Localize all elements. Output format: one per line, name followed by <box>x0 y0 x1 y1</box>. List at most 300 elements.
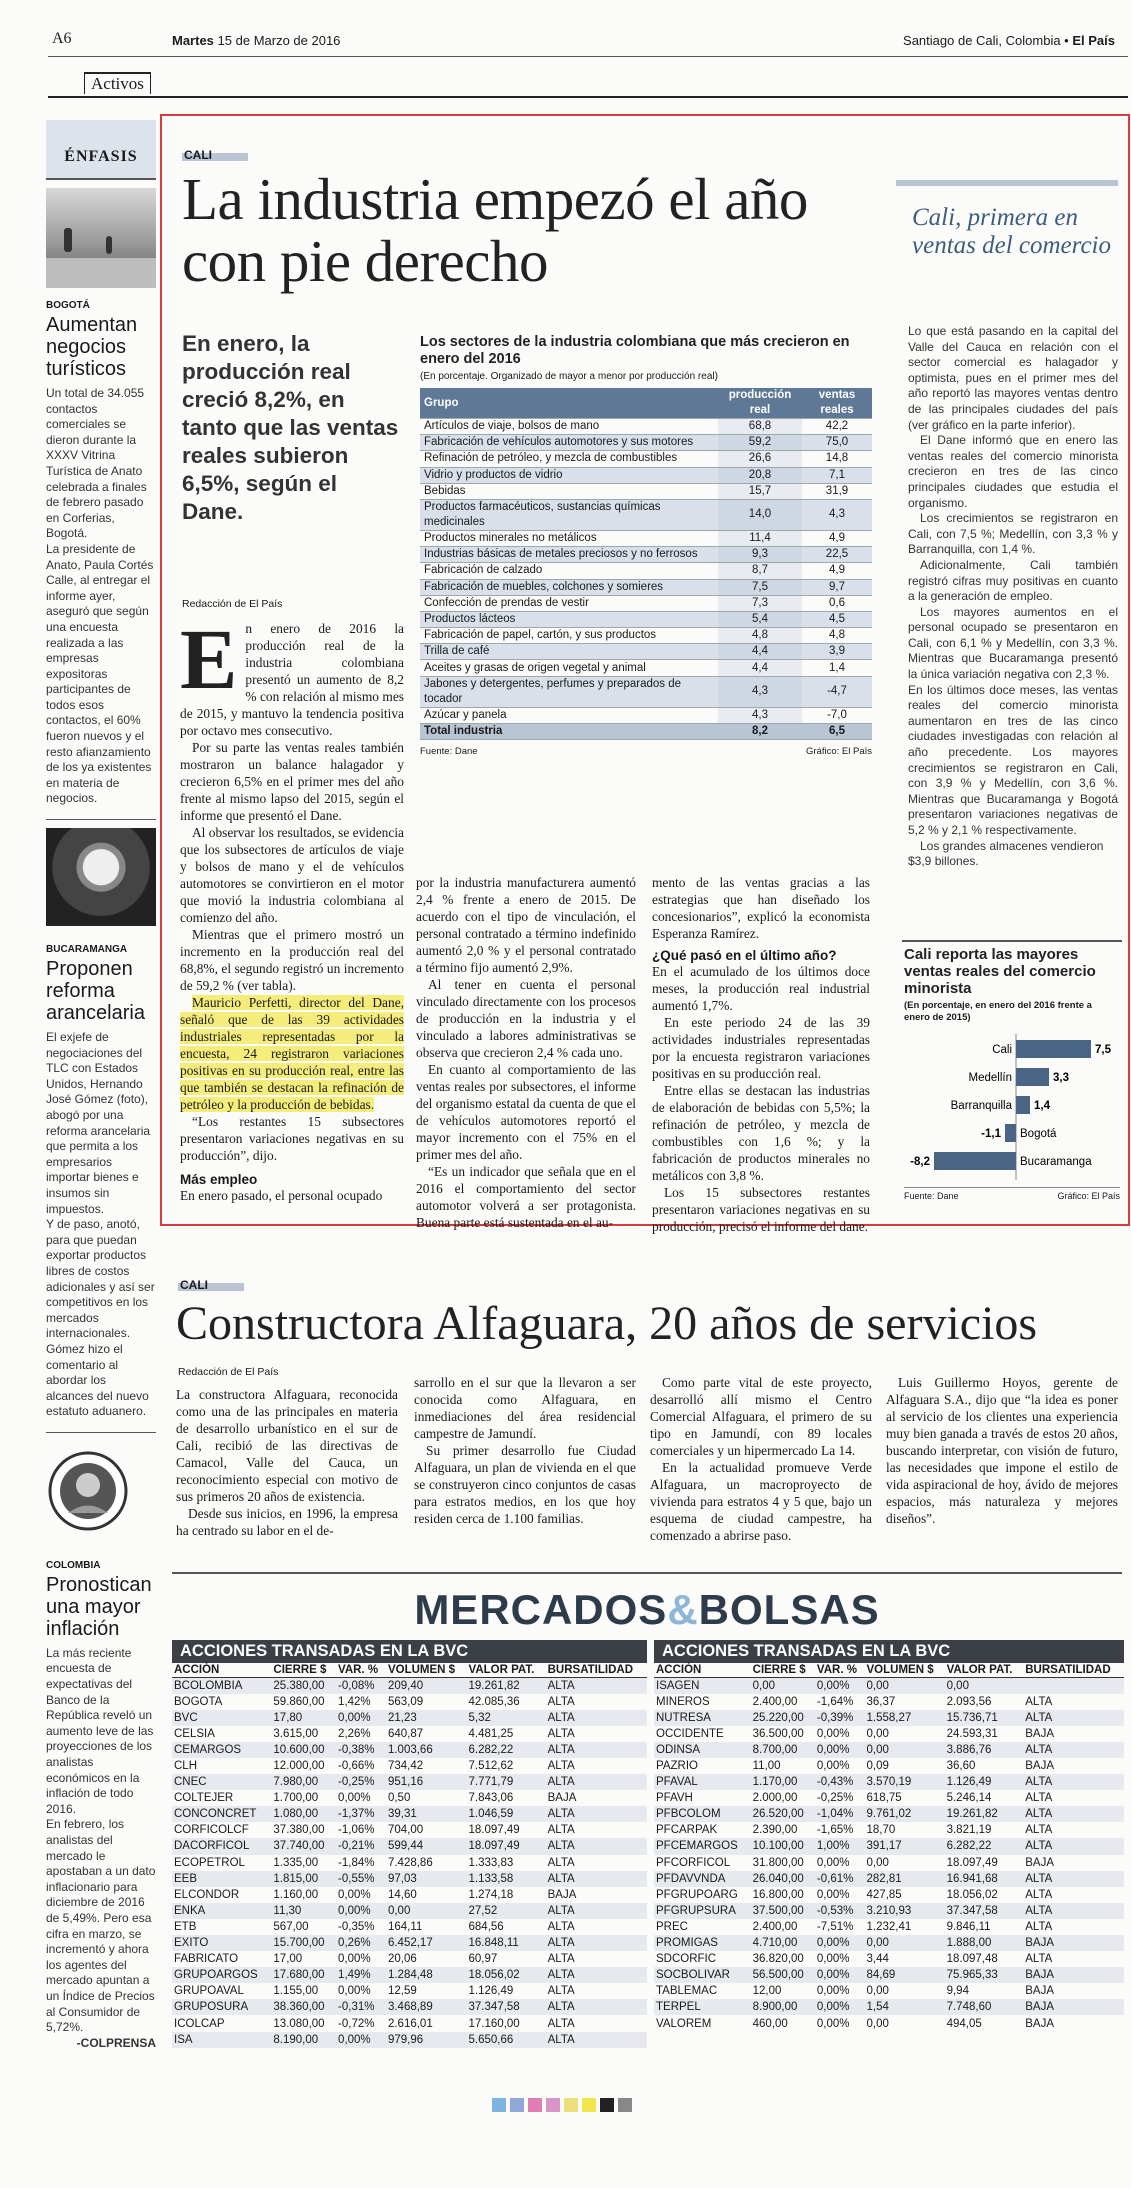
sidebar-title: ÉNFASIS <box>46 120 156 178</box>
story-paragraph: En cuanto al comportamiento de las ventas reales por subsectores, el informe del organismo estatal da cuenta de que el de vehículos automotores reportó el mayor incremento con el 75% en el primer mes del año. <box>416 1062 636 1162</box>
chart-value-label: 1,4 <box>1034 1100 1050 1112</box>
sector-name: Fabricación de muebles, colchones y somieres <box>420 579 718 595</box>
story-paragraph: Entre ellas se destacan las industrias de elaboración de bebidas con 5,5%; la refinación de petróleo, y mezcla de combustibles con 1,6 %; y la fabricación de productos minerales no metálicos con 3,8 %. <box>652 1083 870 1183</box>
markets-column-header: BURSATILIDAD <box>1023 1663 1124 1678</box>
story-byline: Redacción de El País <box>182 598 283 610</box>
volume: 282,81 <box>865 1871 945 1887</box>
stock-row <box>654 1678 1124 1694</box>
industry-table <box>420 388 872 740</box>
liquidity: BAJA <box>1025 1760 1054 1773</box>
equity-value: 494,05 <box>946 2017 982 2030</box>
change-pct: -0,72% <box>338 2017 375 2030</box>
second-paragraph: La constructora Alfaguara, reconocida como una de las principales en materia de desarrollo urbanístico en el sur de Cali, recibió de las directivas de Camacol, Valle del Cauca, un reconocimiento especial con motivo de sus primeros 20 años de existencia. <box>176 1387 398 1504</box>
close-price: 17,00 <box>273 1953 303 1966</box>
liquidity: ALTA <box>1023 1806 1124 1822</box>
close-price: 56.500,00 <box>751 1967 815 1983</box>
volume: 618,75 <box>866 1792 902 1805</box>
close-price: 1.335,00 <box>273 1856 319 1869</box>
close-price: 15.700,00 <box>271 1935 336 1951</box>
close-price: 31.800,00 <box>752 1856 804 1869</box>
stock-row <box>172 1678 647 1694</box>
change-pct: 0,00% <box>336 2032 386 2048</box>
stock-row <box>654 1951 1124 1967</box>
chart-category-label: Barranquilla <box>950 1100 1012 1112</box>
story-paragraph: mento de las ventas gracias a las estrategias que han diseñado los concesionarios”, explicó la economista Esperanza Ramírez. <box>652 875 870 941</box>
sales-value: 4,8 <box>802 628 872 644</box>
second-col-1 <box>176 1386 398 1539</box>
chart-category-label: Medellín <box>968 1072 1012 1084</box>
change-pct: 0,00% <box>815 1999 865 2015</box>
stock-row <box>654 1838 1124 1854</box>
chart-bar <box>1016 1040 1091 1058</box>
production-value: 7,3 <box>718 595 802 611</box>
stock-row <box>654 1999 1124 2015</box>
sidebar-enfasis <box>46 120 156 2051</box>
table-row <box>420 563 872 579</box>
sidebar-tag-bogota: BOGOTÁ <box>46 300 90 311</box>
sector-name: Productos lácteos <box>420 611 718 627</box>
volume: 1.232,41 <box>866 1920 912 1933</box>
change-pct: -1,64% <box>816 1695 854 1708</box>
liquidity: ALTA <box>1025 1953 1053 1966</box>
stock-row <box>172 1742 647 1758</box>
liquidity: ALTA <box>546 1742 647 1758</box>
stock-symbol: CLH <box>174 1760 198 1773</box>
markets-column-header: VAR. % <box>336 1663 386 1678</box>
change-pct: -0,25% <box>816 1792 854 1805</box>
volume: 599,44 <box>386 1838 467 1854</box>
sector-name: Confección de prendas de vestir <box>420 595 718 611</box>
liquidity: BAJA <box>1023 1935 1124 1951</box>
equity-value: 7.771,79 <box>467 1774 546 1790</box>
liquidity: BAJA <box>1023 1967 1124 1983</box>
table-header: producción real <box>718 388 802 419</box>
story-subhead: Más empleo <box>180 1172 258 1187</box>
sector-name: Azúcar y panela <box>420 707 718 723</box>
table-row <box>420 723 872 739</box>
equity-value: 1.888,00 <box>945 1935 1024 1951</box>
liquidity: ALTA <box>1025 1920 1053 1933</box>
equity-value: 19.261,82 <box>467 1678 546 1694</box>
chart-subtitle: (En porcentaje, en enero del 2016 frente a enero de 2015) <box>904 1000 1092 1023</box>
volume: 2.616,01 <box>387 2017 433 2030</box>
sidebar-credit: -COLPRENSA <box>76 2035 156 2050</box>
right-article <box>908 324 1118 870</box>
close-price: 4.710,00 <box>751 1935 815 1951</box>
markets-table-left <box>172 1663 647 2048</box>
stock-row <box>172 1822 647 1838</box>
change-pct: -0,38% <box>336 1742 386 1758</box>
liquidity: ALTA <box>546 2032 647 2048</box>
table-row <box>420 628 872 644</box>
stock-row <box>654 1774 1124 1790</box>
equity-value: 2.093,56 <box>946 1695 992 1708</box>
volume: 12,59 <box>387 1985 417 1998</box>
stock-row <box>654 1935 1124 1951</box>
volume: 3.468,89 <box>386 1999 467 2015</box>
chart-category-label: Bogotá <box>1020 1128 1057 1140</box>
change-pct: 0,00% <box>816 1953 850 1966</box>
stock-row <box>654 1903 1124 1919</box>
change-pct: 0,00% <box>816 1856 850 1869</box>
volume: 0,00 <box>865 1742 945 1758</box>
table-row <box>420 644 872 660</box>
liquidity: ALTA <box>1025 1888 1053 1901</box>
stock-symbol: PREC <box>656 1920 688 1933</box>
production-value: 4,4 <box>718 644 802 660</box>
sidebar-text-inflacion: La más reciente encuesta de expectativas del Banco de la República reveló un aumento leve de las proyecciones de los analistas económicos en la inflación de todo 2016. En febrero, los analistas del mercado le apostaban a un dato inflacionario para diciembre de 2016 de 5,49%. Pero esa cifra en marzo, se incrementó y ahora los agentes del mercado apuntan a un Índice de Precios al Consumidor de 5,72%. <box>46 1645 156 2035</box>
liquidity: ALTA <box>547 1985 575 1998</box>
banco-republica-seal <box>46 1443 156 1543</box>
volume: 1,54 <box>865 1999 945 2015</box>
change-pct: -1,04% <box>815 1806 865 1822</box>
stock-symbol: ISAGEN <box>654 1678 751 1694</box>
sales-value: 4,3 <box>802 499 872 530</box>
volume: 164,11 <box>387 1920 423 1933</box>
volume: 0,00 <box>866 1727 889 1740</box>
volume: 97,03 <box>386 1871 467 1887</box>
markets-column-header: VOLUMEN $ <box>386 1663 467 1678</box>
close-price: 1.815,00 <box>271 1871 336 1887</box>
liquidity: ALTA <box>547 1760 575 1773</box>
volume: 1.558,27 <box>865 1710 945 1726</box>
change-pct: 0,26% <box>336 1935 386 1951</box>
change-pct: 0,00% <box>815 1742 865 1758</box>
sidebar-tag-bucaramanga: BUCARAMANGA <box>46 944 128 956</box>
equity-value: 37.347,58 <box>467 1999 546 2015</box>
stock-row <box>654 1758 1124 1774</box>
close-price: 2.400,00 <box>752 1920 798 1933</box>
sector-name: Fabricación de vehículos automotores y sus motores <box>420 435 718 451</box>
equity-value: 3.886,76 <box>945 1742 1024 1758</box>
stock-symbol: GRUPOARGOS <box>172 1967 271 1983</box>
change-pct: -0,53% <box>815 1903 865 1919</box>
change-pct: -0,66% <box>338 1760 375 1773</box>
table-row <box>420 595 872 611</box>
change-pct: 0,00% <box>816 1888 850 1901</box>
close-price: 11,00 <box>752 1760 781 1773</box>
production-value: 4,3 <box>718 676 802 707</box>
sector-name: Productos minerales no metálicos <box>420 530 718 546</box>
stock-symbol: FABRICATO <box>174 1953 239 1966</box>
table-row <box>420 579 872 595</box>
close-price: 36.500,00 <box>752 1727 804 1740</box>
right-paragraph: Adicionalmente, Cali también registró cifras muy positivas en cuanto a la generación de empleo. <box>908 557 1118 604</box>
close-price: 2.000,00 <box>752 1792 798 1805</box>
stock-row <box>654 2015 1124 2031</box>
chart-source: Fuente: Dane <box>904 1191 959 1201</box>
stock-row <box>654 1887 1124 1903</box>
stock-symbol: SDCORFIC <box>656 1953 717 1966</box>
story-column-1 <box>180 611 404 1204</box>
stock-row <box>172 1726 647 1742</box>
chart-category-label: Bucaramanga <box>1020 1156 1092 1168</box>
second-col-3 <box>650 1374 872 1544</box>
sales-value: 31,9 <box>802 483 872 499</box>
close-price: 59.860,00 <box>273 1695 325 1708</box>
stock-symbol: PFCARPAK <box>656 1824 718 1837</box>
sidebar-headline-inflacion: Pronostican una mayor inflación <box>46 1573 152 1640</box>
liquidity: ALTA <box>546 1903 647 1919</box>
volume: 0,00 <box>386 1903 467 1919</box>
stock-symbol: SOCBOLIVAR <box>654 1967 751 1983</box>
stock-symbol: PFCORFICOL <box>656 1856 731 1869</box>
change-pct: -0,43% <box>815 1774 865 1790</box>
sales-value: 14,8 <box>802 451 872 467</box>
chart-category-label: Cali <box>992 1044 1012 1056</box>
stock-symbol: CELSIA <box>174 1727 215 1740</box>
masthead-location: Santiago de Cali, Colombia • El País <box>903 33 1115 48</box>
volume: 563,09 <box>387 1695 424 1708</box>
second-paragraph: sarrollo en el sur que la llevaron a ser conocida como Alfaguara, en inmediaciones del área residencial campestre de Jamundí. <box>414 1375 636 1441</box>
close-price: 37.380,00 <box>273 1824 325 1837</box>
equity-value: 27,52 <box>467 1903 546 1919</box>
equity-value: 15.736,71 <box>945 1710 1024 1726</box>
industry-table-box <box>420 334 872 757</box>
equity-value: 18.056,02 <box>946 1888 998 1901</box>
sector-name: Aceites y grasas de origen vegetal y animal <box>420 660 718 676</box>
volume: 1.003,66 <box>386 1742 467 1758</box>
stock-row <box>172 1790 647 1806</box>
right-rule <box>896 180 1118 186</box>
change-pct: 0,00% <box>336 1903 386 1919</box>
liquidity: ALTA <box>547 1856 575 1869</box>
second-tag: CALI <box>178 1276 244 1294</box>
sector-name: Artículos de viaje, bolsos de mano <box>420 419 718 435</box>
equity-value: 1.333,83 <box>468 1856 514 1869</box>
close-price: 25.220,00 <box>751 1710 815 1726</box>
stock-symbol: CORFICOLCF <box>174 1824 249 1837</box>
stock-symbol: ELCONDOR <box>174 1888 240 1901</box>
sales-value: 4,5 <box>802 611 872 627</box>
equity-value: 5.650,66 <box>467 2032 546 2048</box>
markets-column-header: VOLUMEN $ <box>865 1663 945 1678</box>
close-price: 1.080,00 <box>271 1806 336 1822</box>
chart-title: Cali reporta las mayores ventas reales del comercio minorista <box>904 946 1096 997</box>
table-row <box>420 483 872 499</box>
portrait-photo <box>46 828 156 926</box>
close-price: 37.500,00 <box>751 1903 815 1919</box>
close-price: 25.380,00 <box>271 1678 336 1694</box>
change-pct: -0,25% <box>336 1774 386 1790</box>
stock-symbol: ECOPETROL <box>174 1856 245 1869</box>
sidebar-tag-colombia: COLOMBIA <box>46 1559 101 1571</box>
equity-value: 9.846,11 <box>946 1920 991 1933</box>
equity-value: 1.126,49 <box>945 1774 1024 1790</box>
chart-value-label: 3,3 <box>1053 1072 1069 1084</box>
production-value: 8,7 <box>718 563 802 579</box>
close-price: 1.155,00 <box>273 1985 319 1998</box>
close-price: 8.900,00 <box>751 1999 815 2015</box>
chart-footer <box>904 1187 1120 1201</box>
section-label: Activos <box>84 72 151 94</box>
close-price: 460,00 <box>752 2017 788 2030</box>
story-paragraph: Al tener en cuenta el personal vinculado directamente con los procesos de producción en la industria y el vinculado a labores administrativas se observa que crecieron 2,4 % cada uno. <box>416 977 636 1060</box>
sales-value: 4,9 <box>802 563 872 579</box>
sector-name: Industrias básicas de metales preciosos y no ferrosos <box>420 547 718 563</box>
story-paragraph: En el acumulado de los últimos doce meses, la producción real industrial aumentó 1,7%. <box>652 964 870 1013</box>
change-pct: 0,00% <box>816 2017 850 2030</box>
stock-row <box>172 1774 647 1790</box>
production-value: 4,3 <box>718 707 802 723</box>
sector-name: Refinación de petróleo, y mezcla de combustibles <box>420 451 718 467</box>
table-row <box>420 467 872 483</box>
stock-symbol: GRUPOSURA <box>172 1999 271 2015</box>
right-paragraph: El Dane informó que en enero las ventas reales del comercio minorista crecieron en tres de las cinco principales ciudades que estudia el organismo. <box>908 433 1118 510</box>
change-pct: 0,00% <box>816 1727 850 1740</box>
volume: 7.428,86 <box>387 1856 433 1869</box>
equity-value: 19.261,82 <box>945 1806 1024 1822</box>
stock-row <box>172 1967 647 1983</box>
liquidity: ALTA <box>547 2017 575 2030</box>
liquidity: ALTA <box>1023 1710 1124 1726</box>
stock-row <box>172 1806 647 1822</box>
production-value: 8,2 <box>718 723 802 739</box>
table-row <box>420 676 872 707</box>
stock-row <box>654 1871 1124 1887</box>
liquidity: ALTA <box>1023 1838 1124 1854</box>
volume: 3.210,93 <box>865 1903 945 1919</box>
liquidity: ALTA <box>547 1953 575 1966</box>
chart-value-label: -1,1 <box>981 1128 1001 1140</box>
volume: 20,06 <box>387 1953 417 1966</box>
table-row <box>420 660 872 676</box>
second-byline: Redacción de El País <box>178 1366 279 1378</box>
volume: 427,85 <box>866 1888 902 1901</box>
close-price: 12,00 <box>752 1985 782 1998</box>
stock-row <box>654 1726 1124 1742</box>
sales-value: 75,0 <box>802 435 872 451</box>
table-row <box>420 499 872 530</box>
stock-row <box>654 1694 1124 1710</box>
stock-row <box>654 1742 1124 1758</box>
volume: 640,87 <box>387 1727 424 1740</box>
liquidity: ALTA <box>546 1838 647 1854</box>
story-paragraph: Mientras que el primero mostró un incremento en la producción real del 68,8%, el segundo registró un incremento de 59,2 % (ver tabla). <box>180 927 404 993</box>
chart-bar <box>1016 1068 1049 1086</box>
second-paragraph: Luis Guillermo Hoyos, gerente de Alfaguara S.A., dijo que “la idea es poner al servicio de los clientes una experiencia muy bien ganada a través de estos 20 años, buscando interpretar, con visión de futuro, las necesidades que impone el estilo de vida aspiracional de hoy, ávido de mejores espacios, más naturaleza y mejores diseños”. <box>886 1375 1118 1526</box>
change-pct: 0,00% <box>815 1678 865 1694</box>
equity-value: 4.481,25 <box>468 1727 514 1740</box>
stock-symbol: PFGRUPOARG <box>656 1888 738 1901</box>
stock-symbol: PFAVAL <box>654 1774 751 1790</box>
stock-row <box>654 1983 1124 1999</box>
sector-name: Total industria <box>420 723 718 739</box>
change-pct: 0,00% <box>336 1710 386 1726</box>
change-pct: 2,26% <box>338 1727 371 1740</box>
chart-value-label: 7,5 <box>1095 1044 1111 1056</box>
sales-value: 9,7 <box>802 579 872 595</box>
story-paragraph: En este periodo 24 de las 39 actividades industriales representadas por la encuesta registraron variaciones positivas en su producción real. <box>652 1015 870 1081</box>
production-value: 26,6 <box>718 451 802 467</box>
volume: 209,40 <box>386 1678 467 1694</box>
markets-panel-title: ACCIONES TRANSADAS EN LA BVC <box>172 1640 647 1663</box>
close-price: 38.360,00 <box>271 1999 336 2015</box>
stock-row <box>172 1694 647 1710</box>
close-price: 1.700,00 <box>273 1792 319 1805</box>
equity-value: 1.126,49 <box>468 1985 514 1998</box>
markets-panel-title: ACCIONES TRANSADAS EN LA BVC <box>654 1640 1124 1663</box>
right-paragraph: Los crecimientos se registraron en Cali, con 7,5 %; Medellín, con 3,3 % y Barranquilla, con 1,4 %. <box>908 511 1118 557</box>
second-paragraph: Desde sus inicios, en 1996, la empresa ha centrado su labor en el de- <box>176 1506 398 1538</box>
second-col-2 <box>414 1374 636 1527</box>
change-pct: 1,42% <box>338 1695 371 1708</box>
liquidity: ALTA <box>547 1727 575 1740</box>
volume: 6.452,17 <box>386 1935 467 1951</box>
markets-column-header: CIERRE $ <box>751 1663 815 1678</box>
close-price: 37.740,00 <box>271 1838 336 1854</box>
stock-row <box>172 1710 647 1726</box>
page-number: A6 <box>52 30 72 47</box>
stock-symbol: PAZRIO <box>656 1760 698 1773</box>
change-pct: 0,00% <box>338 1888 371 1901</box>
stock-symbol: BOGOTA <box>174 1695 223 1708</box>
change-pct: 0,00% <box>815 1967 865 1983</box>
sales-value: 1,4 <box>802 660 872 676</box>
markets-column-header: VALOR PAT. <box>467 1663 546 1678</box>
volume: 1.284,48 <box>386 1967 467 1983</box>
stock-symbol: MINEROS <box>656 1695 710 1708</box>
change-pct: -0,39% <box>815 1710 865 1726</box>
sector-name: Vidrio y productos de vidrio <box>420 467 718 483</box>
volume: 0,09 <box>866 1760 889 1773</box>
sales-value: 42,2 <box>802 419 872 435</box>
stock-row <box>172 1887 647 1903</box>
stock-row <box>172 1919 647 1935</box>
change-pct: 0,00% <box>338 1792 371 1805</box>
right-paragraph: Lo que está pasando en la capital del Valle del Cauca en relación con el sector comercial es halagador y optimista, pues en el primer mes del año reportó las mayores ventas dentro de las principales ciudades del país (ver gráfico en la parte inferior). <box>908 324 1118 432</box>
liquidity: ALTA <box>547 1824 575 1837</box>
volume: 14,60 <box>387 1888 417 1901</box>
production-value: 59,2 <box>718 435 802 451</box>
table-row <box>420 530 872 546</box>
equity-value: 9,94 <box>946 1985 969 1998</box>
table-header: ventas reales <box>802 388 872 419</box>
production-value: 7,5 <box>718 579 802 595</box>
close-price: 36.820,00 <box>752 1953 804 1966</box>
stock-row <box>654 1822 1124 1838</box>
sales-value: 6,5 <box>802 723 872 739</box>
right-headline: Cali, primera en ventas del comercio <box>912 204 1111 259</box>
equity-value: 17.160,00 <box>468 2017 520 2030</box>
equity-value: 684,56 <box>468 1920 504 1933</box>
volume: 0,50 <box>387 1792 411 1805</box>
liquidity: BAJA <box>547 1792 577 1805</box>
equity-value: 16.941,68 <box>945 1871 1024 1887</box>
volume: 21,23 <box>386 1710 467 1726</box>
close-price: 3.615,00 <box>273 1727 319 1740</box>
sales-value: -4,7 <box>802 676 872 707</box>
stock-symbol: COLTEJER <box>174 1792 234 1805</box>
equity-value: 1.046,59 <box>467 1806 546 1822</box>
stock-symbol: GRUPOAVAL <box>174 1985 244 1998</box>
equity-value: 7.512,62 <box>468 1760 514 1773</box>
markets-column-header: BURSATILIDAD <box>546 1663 647 1678</box>
sector-name: Productos farmacéuticos, sustancias químicas medicinales <box>420 499 718 530</box>
change-pct: -0,31% <box>336 1999 386 2015</box>
stock-symbol: CEMARGOS <box>172 1742 271 1758</box>
equity-value: 37.347,58 <box>945 1903 1024 1919</box>
close-price: 7.980,00 <box>271 1774 336 1790</box>
stock-row <box>654 1806 1124 1822</box>
change-pct: 1,49% <box>336 1967 386 1983</box>
stock-symbol: EXITO <box>172 1935 271 1951</box>
equity-value: 24.593,31 <box>946 1727 998 1740</box>
liquidity: BAJA <box>1025 1985 1054 1998</box>
liquidity: ALTA <box>546 1999 647 2015</box>
liquidity: ALTA <box>546 1710 647 1726</box>
stock-symbol: EEB <box>172 1871 271 1887</box>
